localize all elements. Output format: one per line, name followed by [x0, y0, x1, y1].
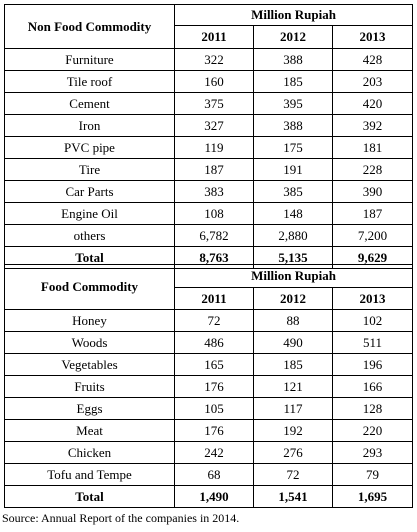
commodity-name-cell: Woods	[5, 332, 175, 354]
total-value-cell: 1,490	[175, 486, 254, 508]
value-cell: 185	[254, 354, 333, 376]
value-cell: 165	[175, 354, 254, 376]
value-cell: 276	[254, 442, 333, 464]
value-cell: 160	[175, 71, 254, 93]
table-row	[5, 442, 413, 464]
value-cell: 102	[333, 310, 413, 332]
value-cell: 108	[175, 203, 254, 225]
table-row	[5, 310, 413, 332]
value-cell: 220	[333, 420, 413, 442]
table-row	[5, 354, 413, 376]
table-row	[5, 420, 413, 442]
commodity-name-cell: Furniture	[5, 49, 175, 71]
value-cell: 428	[333, 49, 413, 71]
commodity-name-cell: Iron	[5, 115, 175, 137]
value-cell: 176	[175, 420, 254, 442]
value-cell: 72	[254, 464, 333, 486]
table-row	[5, 376, 413, 398]
source-note: Source: Annual Report of the companies in 2014.	[2, 511, 240, 525]
total-value-cell: 1,695	[333, 486, 413, 508]
value-cell: 388	[254, 115, 333, 137]
value-cell: 128	[333, 398, 413, 420]
value-cell: 486	[175, 332, 254, 354]
year-header: 2013	[333, 288, 413, 310]
value-cell: 191	[254, 159, 333, 181]
table-row	[5, 159, 413, 181]
value-cell: 196	[333, 354, 413, 376]
value-cell: 322	[175, 49, 254, 71]
value-cell: 105	[175, 398, 254, 420]
value-cell: 121	[254, 376, 333, 398]
commodity-name-cell: Eggs	[5, 398, 175, 420]
value-cell: 6,782	[175, 225, 254, 247]
value-cell: 192	[254, 420, 333, 442]
year-header: 2012	[254, 26, 333, 49]
value-cell: 390	[333, 181, 413, 203]
total-value-cell: 9,629	[333, 247, 413, 269]
non-food-table-body	[5, 5, 413, 269]
value-cell: 72	[175, 310, 254, 332]
table-row	[5, 181, 413, 203]
commodity-name-cell: Cement	[5, 93, 175, 115]
value-cell: 2,880	[254, 225, 333, 247]
table-row	[5, 398, 413, 420]
total-value-cell: 1,541	[254, 486, 333, 508]
commodity-name-cell: Meat	[5, 420, 175, 442]
value-cell: 375	[175, 93, 254, 115]
commodity-name-cell: Tile roof	[5, 71, 175, 93]
food-unit-header: Million Rupiah	[175, 265, 413, 288]
commodity-name-cell: Car Parts	[5, 181, 175, 203]
value-cell: 242	[175, 442, 254, 464]
value-cell: 293	[333, 442, 413, 464]
commodity-name-cell: Fruits	[5, 376, 175, 398]
total-value-cell: 8,763	[175, 247, 254, 269]
value-cell: 166	[333, 376, 413, 398]
table-row	[5, 464, 413, 486]
table-row	[5, 115, 413, 137]
value-cell: 383	[175, 181, 254, 203]
value-cell: 385	[254, 181, 333, 203]
value-cell: 68	[175, 464, 254, 486]
value-cell: 148	[254, 203, 333, 225]
value-cell: 79	[333, 464, 413, 486]
value-cell: 420	[333, 93, 413, 115]
value-cell: 228	[333, 159, 413, 181]
commodity-name-cell: PVC pipe	[5, 137, 175, 159]
year-header: 2011	[175, 288, 254, 310]
value-cell: 119	[175, 137, 254, 159]
value-cell: 117	[254, 398, 333, 420]
commodity-name-cell: Vegetables	[5, 354, 175, 376]
value-cell: 187	[175, 159, 254, 181]
commodity-name-cell: Tofu and Tempe	[5, 464, 175, 486]
value-cell: 203	[333, 71, 413, 93]
value-cell: 88	[254, 310, 333, 332]
non-food-unit-header-row	[5, 5, 413, 26]
table-row	[5, 203, 413, 225]
value-cell: 176	[175, 376, 254, 398]
value-cell: 395	[254, 93, 333, 115]
value-cell: 181	[333, 137, 413, 159]
value-cell: 327	[175, 115, 254, 137]
year-header: 2013	[333, 26, 413, 49]
value-cell: 392	[333, 115, 413, 137]
non-food-commodity-table	[4, 4, 413, 269]
commodity-name-cell: Honey	[5, 310, 175, 332]
value-cell: 490	[254, 332, 333, 354]
year-header: 2012	[254, 288, 333, 310]
commodity-name-cell: others	[5, 225, 175, 247]
commodity-name-cell: Chicken	[5, 442, 175, 464]
commodity-name-cell: Engine Oil	[5, 203, 175, 225]
total-label-cell: Total	[5, 486, 175, 508]
food-table-body	[5, 265, 413, 508]
table-row	[5, 93, 413, 115]
commodity-name-cell: Tire	[5, 159, 175, 181]
value-cell: 185	[254, 71, 333, 93]
value-cell: 175	[254, 137, 333, 159]
table-row	[5, 225, 413, 247]
food-column-header: Food Commodity	[5, 265, 175, 310]
food-commodity-table	[4, 264, 413, 508]
total-label-cell: Total	[5, 247, 175, 269]
non-food-column-header: Non Food Commodity	[5, 5, 175, 49]
table-row	[5, 71, 413, 93]
value-cell: 187	[333, 203, 413, 225]
table-row	[5, 332, 413, 354]
value-cell: 511	[333, 332, 413, 354]
food-unit-header-row	[5, 265, 413, 288]
value-cell: 7,200	[333, 225, 413, 247]
non-food-unit-header: Million Rupiah	[175, 5, 413, 26]
total-value-cell: 5,135	[254, 247, 333, 269]
table-row	[5, 49, 413, 71]
food-total-row	[5, 486, 413, 508]
year-header: 2011	[175, 26, 254, 49]
table-row	[5, 137, 413, 159]
value-cell: 388	[254, 49, 333, 71]
